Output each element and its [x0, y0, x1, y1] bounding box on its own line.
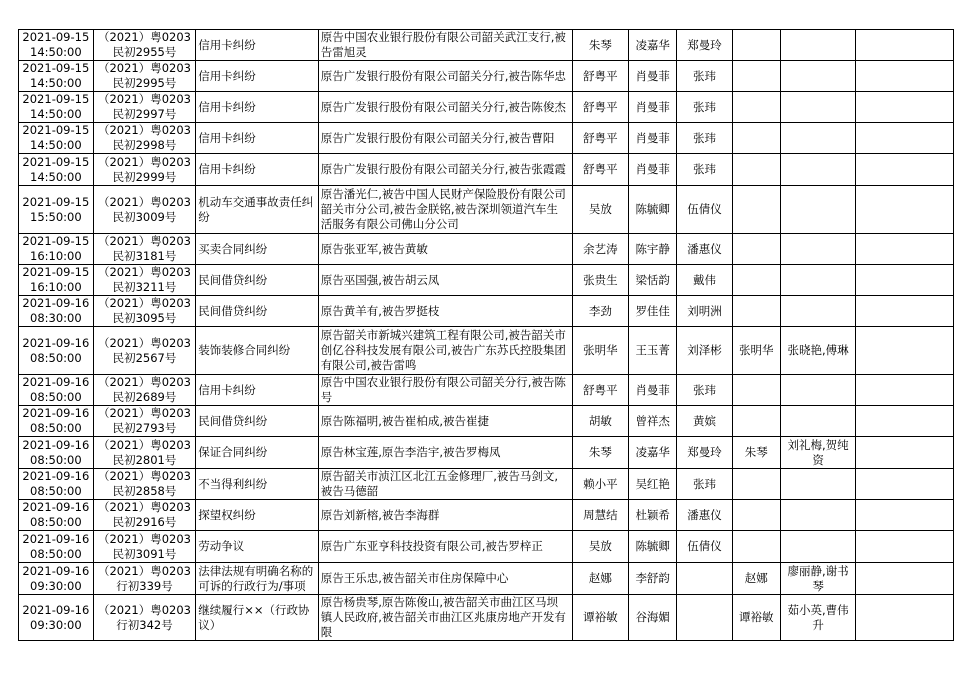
hearing-time-cell: 2021-09-16 08:50:00	[19, 406, 94, 437]
panel-member-cell: 陈宇静	[629, 234, 677, 265]
extra-blank-cell	[856, 30, 954, 61]
case-cause-cell: 劳动争议	[196, 531, 318, 563]
panel-member-cell: 杜颖希	[629, 500, 677, 531]
extra-blank-cell	[856, 500, 954, 531]
parties-cell: 原告中国农业银行股份有限公司韶关分行,被告陈号	[318, 375, 572, 406]
extra-blank-cell	[856, 234, 954, 265]
parties-cell: 原告黄羊有,被告罗挺枝	[318, 296, 572, 327]
parties-cell: 原告韶关市新城兴建筑工程有限公司,被告韶关市创亿谷科技发展有限公司,被告广东苏氏控股集团有限公司,被告雷鸣	[318, 327, 572, 375]
hearing-time-cell: 2021-09-15 16:10:00	[19, 265, 94, 296]
case-number-cell: （2021）粤0203民初3009号	[93, 186, 196, 234]
case-cause-cell: 民间借贷纠纷	[196, 265, 318, 296]
table-row	[19, 500, 954, 531]
schedule-table	[18, 29, 954, 641]
panel-member-cell: 凌嘉华	[629, 437, 677, 469]
extra-blank-cell	[856, 154, 954, 186]
table-row	[19, 296, 954, 327]
panel-member-cell: 张玮	[677, 469, 733, 500]
extra-members-cell	[780, 296, 856, 327]
presiding-judge-cell: 余艺涛	[572, 234, 629, 265]
extra-judge-cell: 张明华	[732, 327, 780, 375]
panel-member-cell: 张玮	[677, 92, 733, 123]
table-row	[19, 327, 954, 375]
case-cause-cell: 民间借贷纠纷	[196, 406, 318, 437]
presiding-judge-cell: 李劲	[572, 296, 629, 327]
extra-judge-cell	[732, 186, 780, 234]
table-row	[19, 531, 954, 563]
table-row	[19, 30, 954, 61]
hearing-time-cell: 2021-09-16 09:30:00	[19, 563, 94, 595]
table-row	[19, 595, 954, 641]
extra-judge-cell	[732, 406, 780, 437]
extra-judge-cell: 谭裕敏	[732, 595, 780, 641]
parties-cell: 原告巫国强,被告胡云凤	[318, 265, 572, 296]
parties-cell: 原告陈福明,被告崔柏成,被告崔捷	[318, 406, 572, 437]
extra-members-cell	[780, 469, 856, 500]
parties-cell: 原告广东亚亨科技投资有限公司,被告罗梓正	[318, 531, 572, 563]
extra-members-cell	[780, 123, 856, 154]
parties-cell: 原告中国农业银行股份有限公司韶关武江支行,被告雷旭灵	[318, 30, 572, 61]
extra-members-cell	[780, 531, 856, 563]
presiding-judge-cell: 朱琴	[572, 30, 629, 61]
panel-member-cell: 郑曼玲	[677, 30, 733, 61]
hearing-time-cell: 2021-09-15 14:50:00	[19, 92, 94, 123]
extra-members-cell: 茹小英,曹伟升	[780, 595, 856, 641]
extra-judge-cell	[732, 61, 780, 92]
case-number-cell: （2021）粤0203行初339号	[93, 563, 196, 595]
hearing-time-cell: 2021-09-16 08:50:00	[19, 327, 94, 375]
table-row	[19, 375, 954, 406]
table-row	[19, 61, 954, 92]
panel-member-cell: 张玮	[677, 123, 733, 154]
case-cause-cell: 保证合同纠纷	[196, 437, 318, 469]
panel-member-cell: 肖曼菲	[629, 123, 677, 154]
panel-member-cell: 黄嫔	[677, 406, 733, 437]
presiding-judge-cell: 舒粤平	[572, 154, 629, 186]
extra-judge-cell	[732, 92, 780, 123]
parties-cell: 原告潘光仁,被告中国人民财产保险股份有限公司韶关市分公司,被告金朕铭,被告深圳领道汽车生活服务有限公司佛山分公司	[318, 186, 572, 234]
case-number-cell: （2021）粤0203民初2689号	[93, 375, 196, 406]
hearing-time-cell: 2021-09-16 08:50:00	[19, 375, 94, 406]
panel-member-cell: 伍倩仪	[677, 186, 733, 234]
presiding-judge-cell: 舒粤平	[572, 123, 629, 154]
parties-cell: 原告广发银行股份有限公司韶关分行,被告陈华忠	[318, 61, 572, 92]
case-cause-cell: 机动车交通事故责任纠纷	[196, 186, 318, 234]
case-cause-cell: 信用卡纠纷	[196, 30, 318, 61]
parties-cell: 原告林宝莲,原告李浩宇,被告罗梅凤	[318, 437, 572, 469]
parties-cell: 原告广发银行股份有限公司韶关分行,被告陈俊杰	[318, 92, 572, 123]
extra-members-cell	[780, 61, 856, 92]
panel-member-cell: 刘泽彬	[677, 327, 733, 375]
panel-member-cell: 曾祥杰	[629, 406, 677, 437]
hearing-time-cell: 2021-09-16 08:50:00	[19, 437, 94, 469]
parties-cell: 原告广发银行股份有限公司韶关分行,被告张霞霞	[318, 154, 572, 186]
case-cause-cell: 民间借贷纠纷	[196, 296, 318, 327]
extra-blank-cell	[856, 123, 954, 154]
parties-cell: 原告王乐忠,被告韶关市住房保障中心	[318, 563, 572, 595]
case-number-cell: （2021）粤0203民初2995号	[93, 61, 196, 92]
extra-members-cell: 张晓艳,傅琳	[780, 327, 856, 375]
case-cause-cell: 装饰装修合同纠纷	[196, 327, 318, 375]
extra-members-cell	[780, 406, 856, 437]
panel-member-cell: 肖曼菲	[629, 92, 677, 123]
hearing-time-cell: 2021-09-16 08:50:00	[19, 500, 94, 531]
extra-members-cell	[780, 265, 856, 296]
case-cause-cell: 信用卡纠纷	[196, 92, 318, 123]
case-cause-cell: 不当得利纠纷	[196, 469, 318, 500]
panel-member-cell: 潘惠仪	[677, 500, 733, 531]
extra-members-cell	[780, 375, 856, 406]
presiding-judge-cell: 朱琴	[572, 437, 629, 469]
extra-blank-cell	[856, 469, 954, 500]
table-row	[19, 186, 954, 234]
panel-member-cell: 凌嘉华	[629, 30, 677, 61]
parties-cell: 原告广发银行股份有限公司韶关分行,被告曹阳	[318, 123, 572, 154]
table-row	[19, 469, 954, 500]
extra-blank-cell	[856, 406, 954, 437]
panel-member-cell: 戴伟	[677, 265, 733, 296]
extra-judge-cell	[732, 296, 780, 327]
extra-members-cell: 廖丽静,谢书琴	[780, 563, 856, 595]
case-number-cell: （2021）粤0203民初2567号	[93, 327, 196, 375]
panel-member-cell: 张玮	[677, 61, 733, 92]
case-cause-cell: 探望权纠纷	[196, 500, 318, 531]
extra-judge-cell	[732, 375, 780, 406]
hearing-time-cell: 2021-09-15 14:50:00	[19, 61, 94, 92]
panel-member-cell: 梁恬韵	[629, 265, 677, 296]
case-cause-cell: 法律法规有明确名称的可诉的行政行为/事项	[196, 563, 318, 595]
hearing-time-cell: 2021-09-15 16:10:00	[19, 234, 94, 265]
case-number-cell: （2021）粤0203民初3181号	[93, 234, 196, 265]
case-number-cell: （2021）粤0203民初2998号	[93, 123, 196, 154]
case-cause-cell: 信用卡纠纷	[196, 375, 318, 406]
hearing-time-cell: 2021-09-16 08:50:00	[19, 469, 94, 500]
parties-cell: 原告韶关市浈江区北江五金修理厂,被告马剑文,被告马德韶	[318, 469, 572, 500]
extra-judge-cell: 朱琴	[732, 437, 780, 469]
hearing-time-cell: 2021-09-15 14:50:00	[19, 154, 94, 186]
case-number-cell: （2021）粤0203民初2916号	[93, 500, 196, 531]
panel-member-cell: 伍倩仪	[677, 531, 733, 563]
extra-judge-cell	[732, 265, 780, 296]
extra-judge-cell	[732, 30, 780, 61]
table-row	[19, 563, 954, 595]
table-row	[19, 265, 954, 296]
hearing-time-cell: 2021-09-15 15:50:00	[19, 186, 94, 234]
panel-member-cell	[677, 595, 733, 641]
extra-blank-cell	[856, 327, 954, 375]
presiding-judge-cell: 谭裕敏	[572, 595, 629, 641]
hearing-time-cell: 2021-09-15 14:50:00	[19, 123, 94, 154]
presiding-judge-cell: 周慧结	[572, 500, 629, 531]
extra-judge-cell	[732, 154, 780, 186]
parties-cell: 原告刘新榕,被告李海群	[318, 500, 572, 531]
panel-member-cell: 张玮	[677, 154, 733, 186]
case-number-cell: （2021）粤0203民初2997号	[93, 92, 196, 123]
panel-member-cell: 肖曼菲	[629, 375, 677, 406]
presiding-judge-cell: 张明华	[572, 327, 629, 375]
extra-members-cell	[780, 234, 856, 265]
panel-member-cell: 吴红艳	[629, 469, 677, 500]
panel-member-cell: 肖曼菲	[629, 61, 677, 92]
panel-member-cell: 郑曼玲	[677, 437, 733, 469]
panel-member-cell: 肖曼菲	[629, 154, 677, 186]
presiding-judge-cell: 吴放	[572, 531, 629, 563]
case-number-cell: （2021）粤0203民初2999号	[93, 154, 196, 186]
panel-member-cell: 陈毓卿	[629, 186, 677, 234]
case-number-cell: （2021）粤0203民初2793号	[93, 406, 196, 437]
extra-members-cell	[780, 154, 856, 186]
hearing-time-cell: 2021-09-16 09:30:00	[19, 595, 94, 641]
extra-judge-cell	[732, 123, 780, 154]
case-cause-cell: 信用卡纠纷	[196, 154, 318, 186]
presiding-judge-cell: 吴放	[572, 186, 629, 234]
case-cause-cell: 信用卡纠纷	[196, 123, 318, 154]
panel-member-cell: 张玮	[677, 375, 733, 406]
panel-member-cell: 陈毓卿	[629, 531, 677, 563]
schedule-rows	[19, 30, 954, 641]
case-number-cell: （2021）粤0203民初2801号	[93, 437, 196, 469]
panel-member-cell: 潘惠仪	[677, 234, 733, 265]
table-row	[19, 406, 954, 437]
extra-members-cell	[780, 500, 856, 531]
table-row	[19, 123, 954, 154]
case-number-cell: （2021）粤0203民初3211号	[93, 265, 196, 296]
case-number-cell: （2021）粤0203民初3091号	[93, 531, 196, 563]
extra-blank-cell	[856, 437, 954, 469]
panel-member-cell: 李舒韵	[629, 563, 677, 595]
extra-members-cell	[780, 186, 856, 234]
table-row	[19, 437, 954, 469]
panel-member-cell: 刘明洲	[677, 296, 733, 327]
extra-blank-cell	[856, 563, 954, 595]
case-number-cell: （2021）粤0203民初2955号	[93, 30, 196, 61]
extra-blank-cell	[856, 375, 954, 406]
extra-blank-cell	[856, 92, 954, 123]
presiding-judge-cell: 舒粤平	[572, 61, 629, 92]
presiding-judge-cell: 赖小平	[572, 469, 629, 500]
extra-blank-cell	[856, 186, 954, 234]
table-row	[19, 234, 954, 265]
hearing-time-cell: 2021-09-16 08:30:00	[19, 296, 94, 327]
presiding-judge-cell: 张贵生	[572, 265, 629, 296]
panel-member-cell: 罗佳佳	[629, 296, 677, 327]
table-row	[19, 154, 954, 186]
extra-members-cell	[780, 92, 856, 123]
panel-member-cell: 谷海媚	[629, 595, 677, 641]
parties-cell: 原告杨贵琴,原告陈俊山,被告韶关市曲江区马坝镇人民政府,被告韶关市曲江区兆康房地产开发有限	[318, 595, 572, 641]
extra-members-cell	[780, 30, 856, 61]
hearing-time-cell: 2021-09-15 14:50:00	[19, 30, 94, 61]
extra-judge-cell	[732, 531, 780, 563]
extra-judge-cell	[732, 500, 780, 531]
extra-blank-cell	[856, 265, 954, 296]
panel-member-cell	[677, 563, 733, 595]
extra-blank-cell	[856, 531, 954, 563]
presiding-judge-cell: 胡敏	[572, 406, 629, 437]
extra-members-cell: 刘礼梅,贺纯资	[780, 437, 856, 469]
extra-blank-cell	[856, 296, 954, 327]
hearing-time-cell: 2021-09-16 08:50:00	[19, 531, 94, 563]
case-number-cell: （2021）粤0203行初342号	[93, 595, 196, 641]
presiding-judge-cell: 舒粤平	[572, 92, 629, 123]
case-cause-cell: 继续履行××（行政协议）	[196, 595, 318, 641]
parties-cell: 原告张亚军,被告黄敏	[318, 234, 572, 265]
case-cause-cell: 买卖合同纠纷	[196, 234, 318, 265]
case-cause-cell: 信用卡纠纷	[196, 61, 318, 92]
panel-member-cell: 王玉菁	[629, 327, 677, 375]
case-number-cell: （2021）粤0203民初3095号	[93, 296, 196, 327]
extra-blank-cell	[856, 61, 954, 92]
presiding-judge-cell: 舒粤平	[572, 375, 629, 406]
table-row	[19, 92, 954, 123]
extra-blank-cell	[856, 595, 954, 641]
extra-judge-cell	[732, 234, 780, 265]
presiding-judge-cell: 赵娜	[572, 563, 629, 595]
extra-judge-cell: 赵娜	[732, 563, 780, 595]
extra-judge-cell	[732, 469, 780, 500]
case-number-cell: （2021）粤0203民初2858号	[93, 469, 196, 500]
